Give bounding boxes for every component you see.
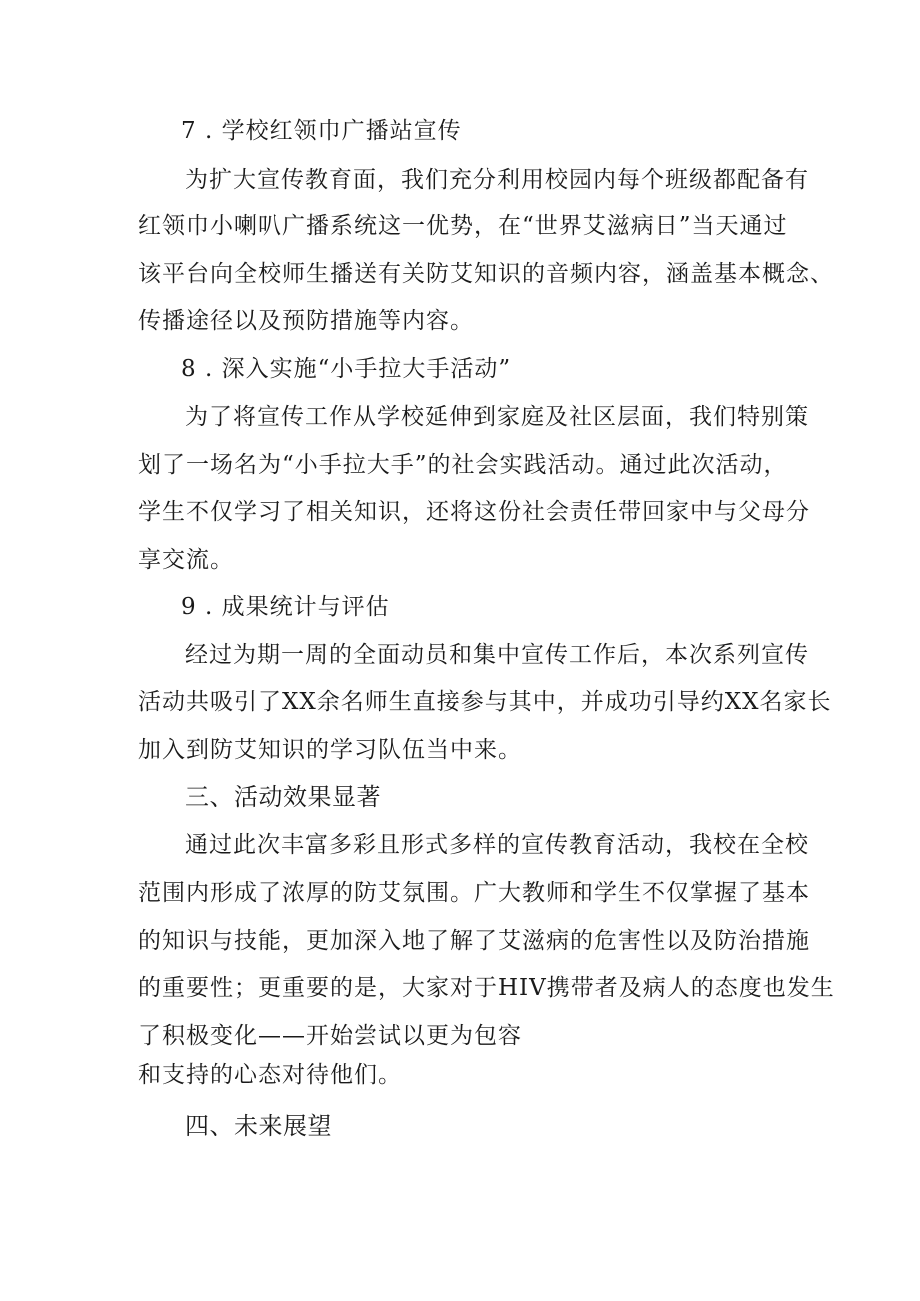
paragraph-line: 红领巾小喇叭广播系统这一优势，在“世界艾滋病日”当天通过	[138, 213, 788, 239]
paragraph-line: 传播途径以及预防措施等内容。	[138, 308, 474, 334]
paragraph-line: 和支持的心态对待他们。	[138, 1062, 402, 1088]
section-heading-3: 三、活动效果显著	[185, 783, 381, 811]
section-heading-4: 四、未来展望	[185, 1112, 332, 1140]
paragraph-line: 的知识与技能，更加深入地了解了艾滋病的危害性以及防治措施	[138, 928, 810, 954]
paragraph-line: 学生不仅学习了相关知识，还将这份社会责任带回家中与父母分	[138, 499, 810, 525]
paragraph-line: 为了将宣传工作从学校延伸到家庭及社区层面，我们特别策	[185, 404, 809, 430]
paragraph-line: 加入到防艾知识的学习队伍当中来。	[138, 737, 522, 763]
paragraph-line: 了积极变化——开始尝试以更为包容	[138, 1023, 522, 1049]
paragraph-line: 通过此次丰富多彩且形式多样的宣传教育活动，我校在全校	[185, 832, 809, 858]
section-heading-8: 8 . 深入实施“小手拉大手活动”	[181, 356, 512, 382]
paragraph-line: 活动共吸引了XX余名师生直接参与其中，并成功引导约XX名家长	[138, 689, 832, 715]
section-heading-7: 7 . 学校红领巾广播站宣传	[181, 118, 462, 144]
paragraph-line: 为扩大宣传教育面，我们充分利用校园内每个班级都配备有	[185, 167, 809, 193]
paragraph-line: 该平台向全校师生播送有关防艾知识的音频内容，涵盖基本概念、	[138, 261, 834, 287]
paragraph-line: 划了一场名为“小手拉大手”的社会实践活动。通过此次活动，	[138, 452, 788, 478]
paragraph-line: 范围内形成了浓厚的防艾氛围。广大教师和学生不仅掌握了基本	[138, 880, 810, 906]
section-heading-9: 9 . 成果统计与评估	[181, 594, 390, 620]
paragraph-line: 经过为期一周的全面动员和集中宣传工作后，本次系列宣传	[185, 642, 809, 668]
paragraph-line: 的重要性；更重要的是，大家对于HIV携带者及病人的态度也发生	[138, 975, 835, 1001]
paragraph-line: 享交流。	[138, 547, 234, 573]
